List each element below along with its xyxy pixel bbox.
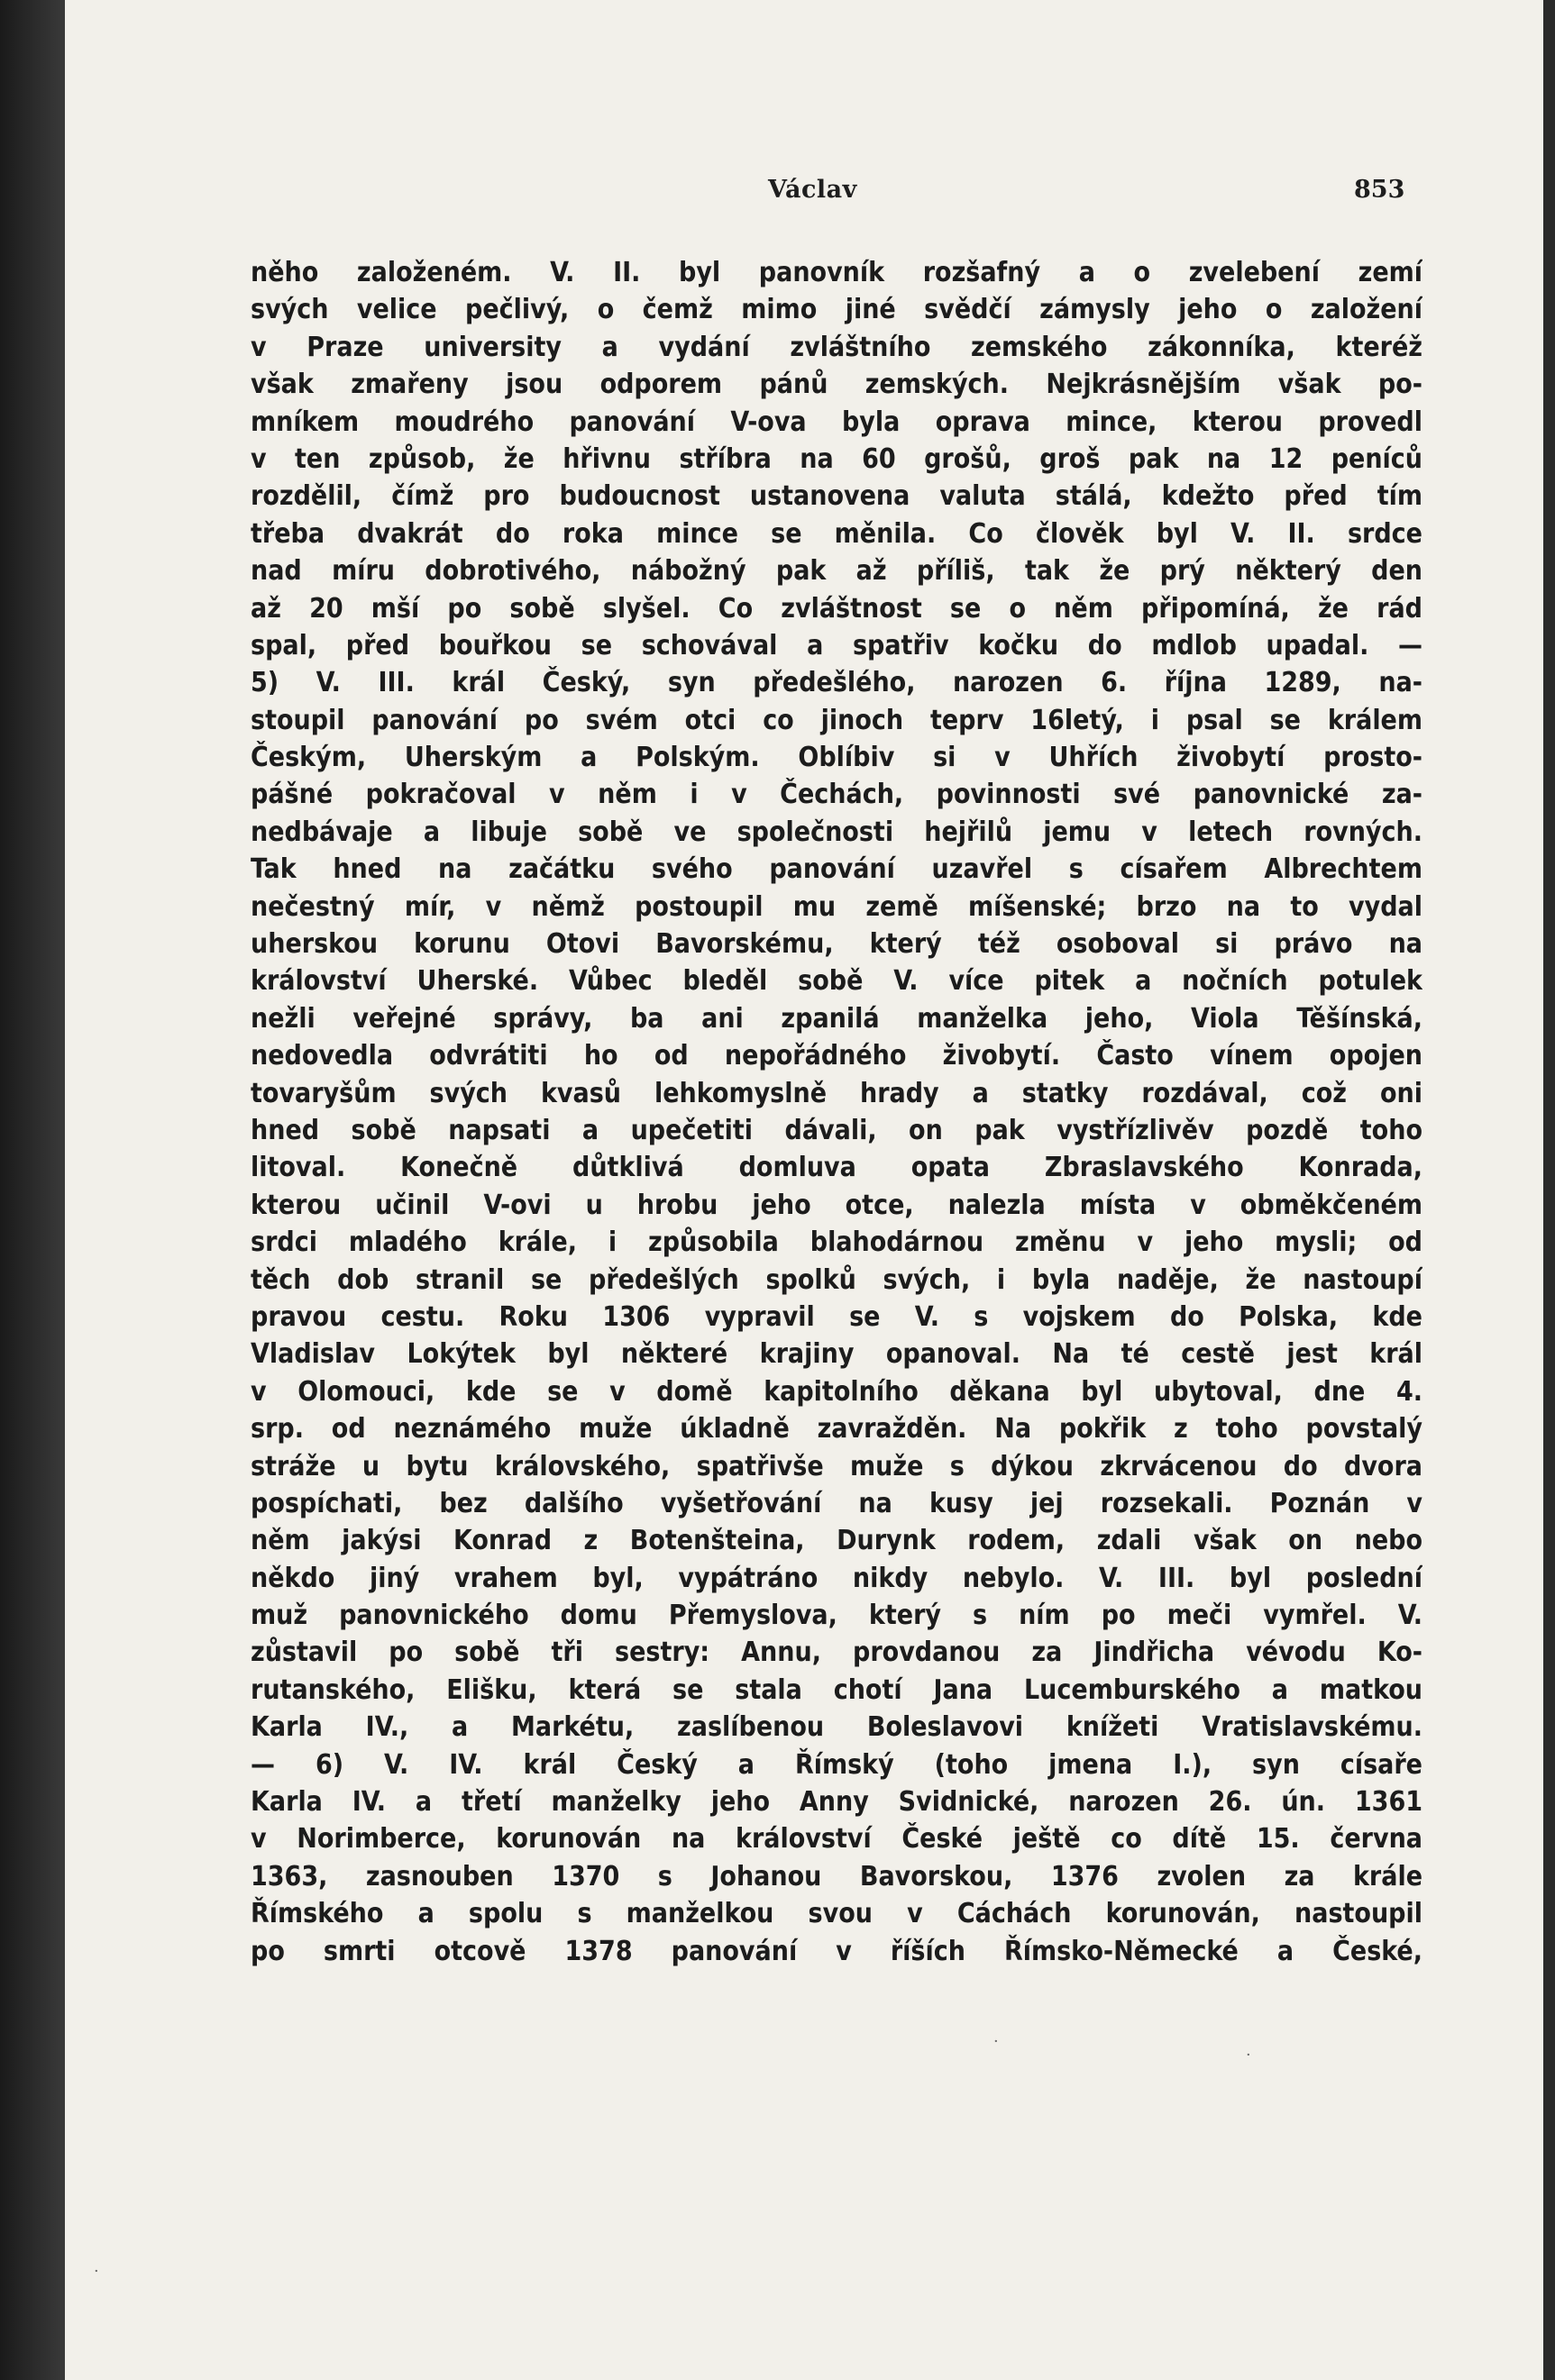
text-line: nedovedla odvrátiti ho od nepořádného živobytí. Často vínem opojen	[251, 1040, 1422, 1072]
page-number: 853	[1354, 176, 1405, 204]
text-line: srdci mladého krále, i způsobila blahodárnou změnu v jeho mysli; od	[251, 1226, 1422, 1259]
scan-speck: ·	[1246, 2046, 1251, 2065]
running-title: Václav	[768, 176, 857, 204]
text-line: království Uherské. Vůbec bleděl sobě V. více pitek a nočních potulek	[251, 965, 1422, 998]
text-line: spal, před bouřkou se schovával a spatřiv kočku do mdlob upadal. —	[251, 629, 1422, 661]
page-header	[65, 176, 1543, 212]
text-line: muž panovnického domu Přemyslova, který s ním po meči vymřel. V.	[251, 1600, 1422, 1632]
text-line: však zmařeny jsou odporem pánů zemských. Nejkrásnějším však po-	[251, 369, 1422, 401]
text-line: tovaryšům svých kvasů lehkomyslně hrady a statky rozdával, což oni	[251, 1077, 1422, 1109]
text-line: v Olomouci, kde se v domě kapitolního děkana byl ubytoval, dne 4.	[251, 1375, 1422, 1408]
text-line: nedbávaje a libuje sobě ve společnosti hejřilů jemu v letech rovných.	[251, 816, 1422, 848]
text-line: stráže u bytu královského, spatřivše muže s dýkou zkrvácenou do dvora	[251, 1450, 1422, 1482]
text-line: srp. od neznámého muže úkladně zavražděn. Na pokřik z toho povstalý	[251, 1413, 1422, 1445]
text-line: pospíchati, bez dalšího vyšetřování na kusy jej rozsekali. Poznán v	[251, 1487, 1422, 1519]
text-line: Vladislav Lokýtek byl některé krajiny opanoval. Na té cestě jest král	[251, 1338, 1422, 1371]
scan-speck: ·	[94, 2262, 99, 2281]
text-line: pášné pokračoval v něm i v Čechách, povinnosti své panovnické za-	[251, 779, 1422, 811]
text-line: zůstavil po sobě tři sestry: Annu, provdanou za Jindřicha vévodu Ko-	[251, 1637, 1422, 1669]
text-line: rutanského, Elišku, která se stala chotí Jana Lucemburského a matkou	[251, 1673, 1422, 1706]
text-line: nad míru dobrotivého, nábožný pak až příliš, tak že prý některý den	[251, 555, 1422, 588]
text-line: — 6) V. IV. král Český a Římský (toho jmena I.), syn císaře	[251, 1748, 1422, 1781]
text-line: něho založeném. V. II. byl panovník rozšafný a o zvelebení zemí	[251, 257, 1422, 288]
text-line: nežli veřejné správy, ba ani zpanilá manželka jeho, Viola Těšínská,	[251, 1002, 1422, 1035]
text-line: v ten způsob, že hřivnu stříbra na 60 grošů, groš pak na 12 peníců	[251, 442, 1422, 475]
text-line: stoupil panování po svém otci co jinoch teprv 16letý, i psal se králem	[251, 704, 1422, 736]
text-line: Tak hned na začátku svého panování uzavřel s císařem Albrechtem	[251, 853, 1422, 886]
text-line: svých velice pečlivý, o čemž mimo jiné svědčí zámysly jeho o založení	[251, 294, 1422, 326]
text-line: Římského a spolu s manželkou svou v Cáchách korunován, nastoupil	[251, 1898, 1422, 1930]
text-line: nečestný mír, v němž postoupil mu země míšenské; brzo na to vydal	[251, 890, 1422, 923]
body-text	[251, 254, 1422, 1970]
text-line: Českým, Uherským a Polským. Oblíbiv si v Uhřích živobytí prosto-	[251, 742, 1422, 774]
text-line: někdo jiný vrahem byl, vypátráno nikdy nebylo. V. III. byl poslední	[251, 1562, 1422, 1594]
text-line: uherskou korunu Otovi Bavorskému, který též osoboval si právo na	[251, 928, 1422, 961]
text-line: 1363, zasnouben 1370 s Johanou Bavorskou, 1376 zvolen za krále	[251, 1860, 1422, 1892]
text-line: pravou cestu. Roku 1306 vypravil se V. s vojskem do Polska, kde	[251, 1300, 1422, 1333]
book-page	[65, 0, 1543, 2380]
text-line: v Praze university a vydání zvláštního zemského zákonníka, kteréž	[251, 331, 1422, 363]
text-line: po smrti otcově 1378 panování v říších Římsko-Německé a České,	[251, 1935, 1422, 1967]
text-line: něm jakýsi Konrad z Botenšteina, Durynk rodem, zdali však on nebo	[251, 1525, 1422, 1557]
text-line: až 20 mší po sobě slyšel. Co zvláštnost se o něm připomíná, že rád	[251, 592, 1422, 625]
text-line: kterou učinil V-ovi u hrobu jeho otce, nalezla místa v obměkčeném	[251, 1189, 1422, 1221]
scan-speck: ·	[993, 2032, 999, 2051]
scan-margin	[0, 0, 65, 2380]
text-line: mníkem moudrého panování V-ova byla oprava mince, kterou provedl	[251, 406, 1422, 438]
text-line: rozdělil, čímž pro budoucnost ustanovena valuta stálá, kdežto před tím	[251, 480, 1422, 513]
text-line: Karla IV., a Markétu, zaslíbenou Boleslavovi knížeti Vratislavskému.	[251, 1711, 1422, 1744]
text-line: těch dob stranil se předešlých spolků svých, i byla naděje, že nastoupí	[251, 1263, 1422, 1296]
text-line: v Norimberce, korunován na království České ještě co dítě 15. června	[251, 1823, 1422, 1856]
text-line: hned sobě napsati a upečetiti dávali, on pak vystřízlivěv pozdě toho	[251, 1114, 1422, 1146]
text-line: třeba dvakrát do roka mince se měnila. Co člověk byl V. II. srdce	[251, 517, 1422, 550]
text-line: 5) V. III. král Český, syn předešlého, narozen 6. října 1289, na-	[251, 667, 1422, 699]
text-line: litoval. Konečně důtklivá domluva opata Zbraslavského Konrada,	[251, 1152, 1422, 1184]
text-line: Karla IV. a třetí manželky jeho Anny Svidnické, narozen 26. ún. 1361	[251, 1786, 1422, 1819]
